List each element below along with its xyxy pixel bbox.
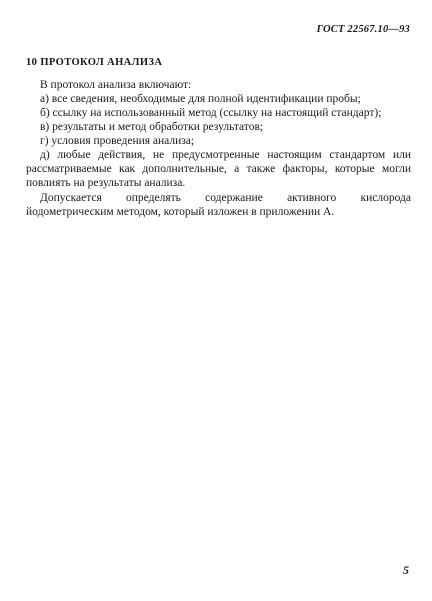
list-item-e: д) любые действия, не предусмотренные настоящим стандартом или рассматриваемые как дополнительные, а также факторы, которые могли повлиять на результаты анализа. bbox=[26, 149, 411, 189]
page-number: 5 bbox=[403, 563, 409, 577]
standard-number-header: ГОСТ 22567.10—93 bbox=[316, 24, 410, 35]
list-item-a: а) все сведения, необходимые для полной идентификации пробы; bbox=[40, 93, 361, 105]
section-title: 10 ПРОТОКОЛ АНАЛИЗА bbox=[26, 57, 163, 68]
list-item-c: в) результаты и метод обработки результатов; bbox=[40, 121, 264, 133]
list-item-b: б) ссылку на использованный метод (ссылку на настоящий стандарт); bbox=[40, 107, 382, 119]
paragraph-intro: В протокол анализа включают: bbox=[40, 79, 192, 91]
section-body bbox=[26, 78, 411, 219]
paragraph-note: Допускается определять содержание активного кислорода йодометрическим методом, который изложен в приложении А. bbox=[26, 192, 411, 218]
list-item-d: г) условия проведения анализа; bbox=[40, 135, 195, 147]
